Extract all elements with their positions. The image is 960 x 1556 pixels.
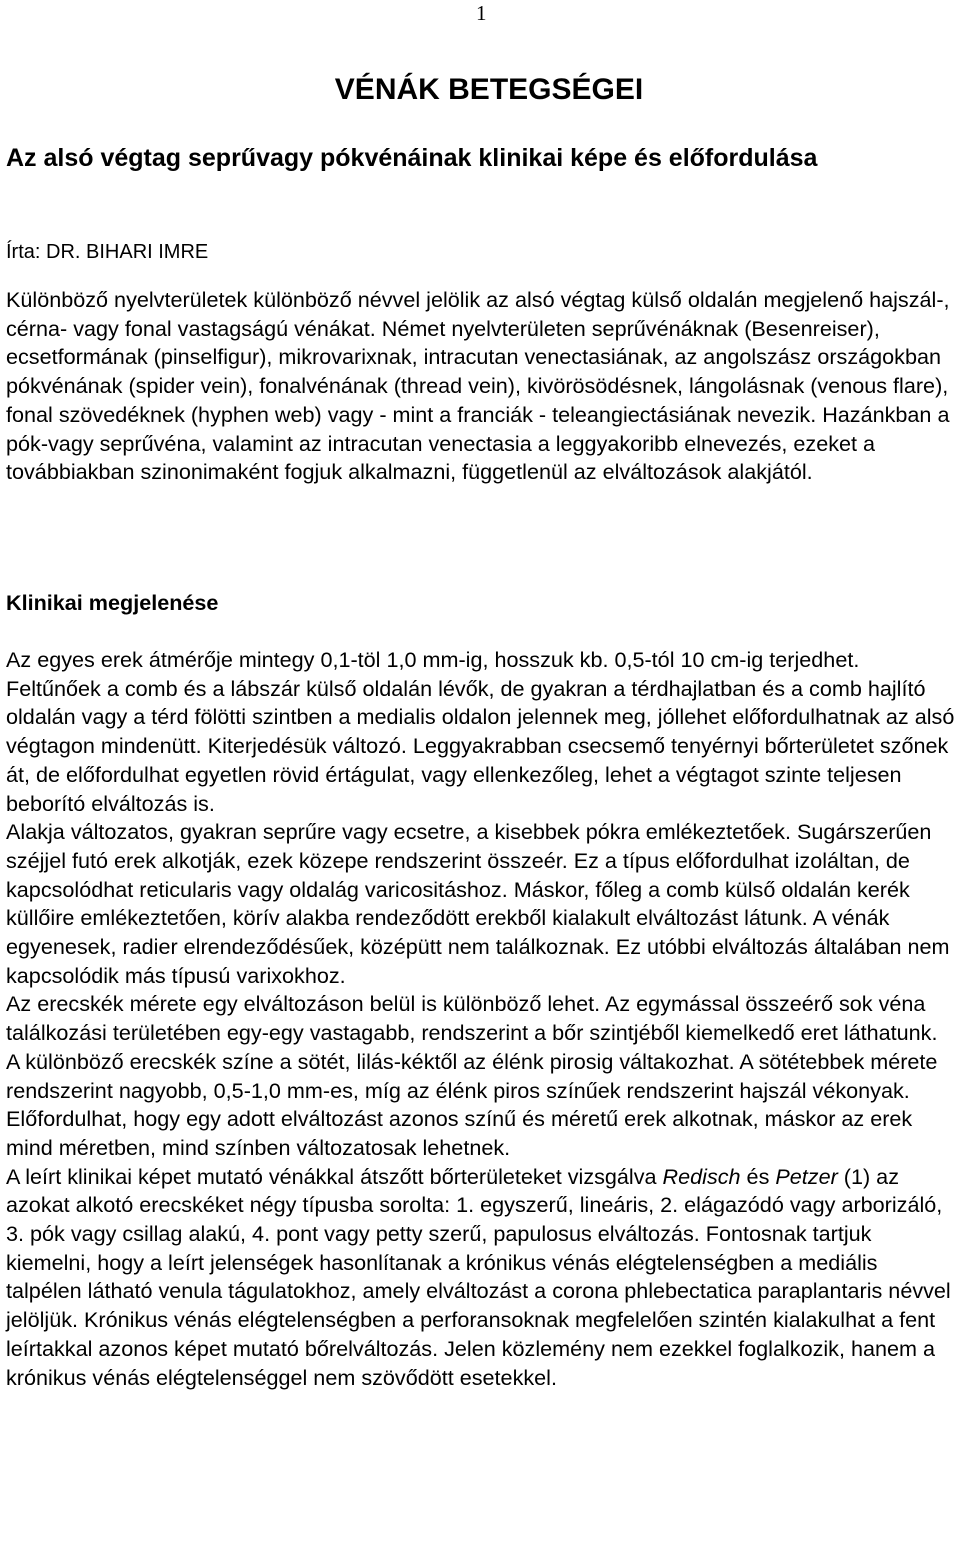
body-paragraph: A különböző erecskék színe a sötét, lilás-kéktől az élénk pirosig váltakozhat. A sötétebbek mérete rendszerint nagyobb, 0,5-1,0 mm-es, míg az élénk piros színűek rendszerint hajszál vékonyak. Előfordulhat, hogy egy adott elváltozást azonos színű és méretű erek alkotnak, máskor az erek mind méretben, mind színben változatosak lehetnek. [6,1048,938,1160]
author-line: Írta: DR. BIHARI IMRE [6,241,209,263]
body-paragraph: Az erecskék mérete egy elváltozáson belül is különböző lehet. Az egymással összeérő sok véna találkozási területében egy-egy vastagabb, rendszerint a bőr szintjéből kiemelkedő eret láthatunk. [6,991,938,1046]
document-subtitle: Az alsó végtag seprűvagy pókvénáinak klinikai képe és előfordulása [6,144,818,172]
clinical-body [6,646,958,1392]
cited-author: Redisch [662,1163,741,1189]
citation-text: és [740,1163,776,1189]
page-number: 1 [476,1,487,25]
body-paragraph: Az egyes erek átmérője mintegy 0,1-töl 1,0 mm-ig, hosszuk kb. 0,5-tól 10 cm-ig terjedhet. Feltűnőek a comb és a lábszár külső oldalán lévők, de gyakran a térdhajlatban és a comb hajlító oldalán vagy a térd fölötti szintben a medialis oldalon jelennek meg, jóllehet előfordulhatnak az alsó végtagon mindenütt. Kiterjedésük változó. Leggyakrabban csecsemő tenyérnyi bőrterületet szőnek át, de előfordulhat egyetlen rövid értágulat, vagy ellenkezőleg, lehet a végtagot szinte teljesen beborító elváltozás is. [6,647,955,816]
intro-paragraph: Különböző nyelvterületek különböző névvel jelölik az alsó végtag külső oldalán megjelenő hajszál-, cérna- vagy fonal vastagságú vénákat. Német nyelvterületen seprűvénáknak (Besenreiser), ecsetformának (pinselfigur), mikrovarixnak, intracutan venectasiának, az angolszász országokban pókvénának (spider vein), fonalvénának (thread vein), kivörösödésnek, lángolásnak (venous flare), fonal szövedéknek (hyphen web) vagy - mint a franciák - teleangiectásiának nevezik. Hazánkban a pók-vagy seprűvéna, valamint az intracutan venectasia a leggyakoribb elnevezés, ezeket a továbbiakban szinonimaként fogjuk alkalmazni, függetlenül az elváltozások alakjától. [6,287,950,485]
body-paragraph-citation [6,1163,958,1393]
citation-text: (1) az azokat alkotó erecskéket négy típusba sorolta: 1. egyszerű, lineáris, 2. elágazódó vagy arborizáló, 3. pók vagy csillag alakú, 4. pont vagy petty szerű, papulosus elváltozás. Fontosnak tartjuk kiemelni, hogy a leírt jelenségek hasonlítanak a krónikus vénás elégtelenségben a mediális talpélen látható venula tágulatokhoz, amely elváltozást a corona phlebectatica paraplantaris névvel jelöljük. Krónikus vénás elégtelenségben a perforansoknak megfelelően szintén kialakulhat a fent leírtakkal azonos képet mutató bőrelváltozás. Jelen közlemény nem ezekkel foglalkozik, hanem a krónikus vénás elégtelenséggel nem szövődött esetekkel. [6,1163,951,1390]
section-heading: Klinikai megjelenése [6,590,219,615]
citation-text: A leírt klinikai képet mutató vénákkal átszőtt bőrterületeket vizsgálva [6,1163,663,1189]
body-paragraph: Alakja változatos, gyakran seprűre vagy ecsetre, a kisebbek pókra emlékeztetőek. Sugárszerűen széjjel futó erek alkotják, ezek közepe rendszerint összeér. Ez a típus előfordulhat izoláltan, de kapcsolódhat reticularis vagy oldalág varicositáshoz. Máskor, főleg a comb külső oldalán kerék küllőire emlékeztetően, körív alakba rendeződött erekből kialakult elváltozást látunk. A vénák egyenesek, radier elrendeződésűek, középütt nem találkoznak. Ez utóbbi elváltozás általában nem kapcsolódik más típusú varixokhoz. [6,819,950,988]
document-title: VÉNÁK BETEGSÉGEI [334,73,644,106]
cited-author: Petzer [775,1163,838,1189]
